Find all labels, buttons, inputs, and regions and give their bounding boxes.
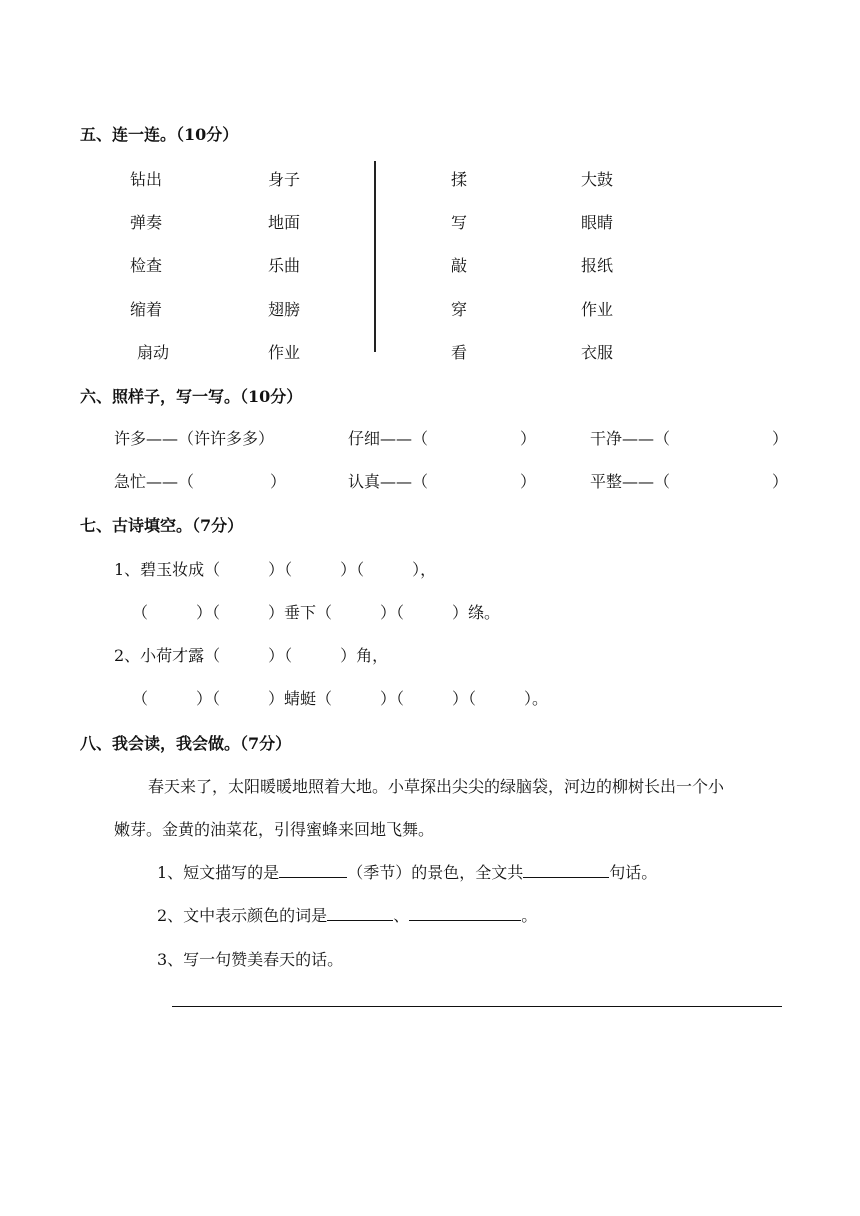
right-word-b-3: 报纸 (581, 256, 614, 275)
example-row1-col2: 仔细——（ (348, 429, 429, 448)
right-word-b-2: 眼睛 (581, 213, 614, 232)
question-2: 2、文中表示颜色的词是 、 。 (157, 906, 538, 925)
right-word-a-2: 写 (451, 213, 468, 232)
section-7-title: 七、古诗填空。（7分） (80, 516, 244, 535)
question-3: 3、写一句赞美春天的话。 (157, 950, 344, 969)
poem-line-3: 2、小荷才露（ ）（ ）角， (114, 646, 389, 665)
close-paren: ） (520, 472, 537, 491)
close-paren: ） (520, 429, 537, 448)
left-word-b-4: 翅膀 (268, 300, 301, 319)
right-word-b-1: 大鼓 (581, 170, 614, 189)
section-8-title: 八、我会读，我会做。（7分） (80, 734, 292, 753)
right-word-a-3: 敲 (451, 256, 468, 275)
poem-line-2: （ ）（ ）垂下（ ）（ ）绦。 (132, 603, 501, 622)
answer-blank-sentence-count[interactable] (523, 863, 609, 878)
example-row2-col2: 认真——（ (348, 472, 429, 491)
section-5-title: 五、连一连。（10分） (80, 125, 239, 144)
example-row1-col1: 许多——（许许多多） (114, 429, 275, 448)
section-6-title: 六、照样子，写一写。（10分） (80, 387, 303, 406)
left-word-a-1: 钻出 (130, 170, 163, 189)
example-row2-col1: 急忙——（ (114, 472, 195, 491)
left-word-a-5: 扇动 (137, 343, 170, 362)
example-row1-col3: 干净——（ (590, 429, 671, 448)
answer-blank-season[interactable] (279, 863, 347, 878)
poem-line-1: 1、碧玉妆成（ ）（ ）（ ）， (114, 560, 437, 579)
left-word-b-1: 身子 (268, 170, 301, 189)
left-word-b-3: 乐曲 (268, 256, 301, 275)
passage-line-1: 春天来了，太阳暖暖地照着大地。小草探出尖尖的绿脑袋，河边的柳树长出一个小 (148, 777, 725, 796)
left-word-a-4: 缩着 (130, 300, 163, 319)
question-1: 1、短文描写的是 （季节）的景色，全文共 句话。 (157, 863, 658, 882)
close-paren: ） (270, 472, 287, 491)
close-paren: ） (772, 429, 789, 448)
close-paren: ） (772, 472, 789, 491)
right-word-b-4: 作业 (581, 300, 614, 319)
left-word-a-3: 检查 (130, 256, 163, 275)
answer-blank-color-2[interactable] (409, 906, 521, 921)
poem-line-4: （ ）（ ）蜻蜓（ ）（ ）（ ）。 (132, 689, 549, 708)
right-word-a-5: 看 (451, 343, 468, 362)
example-row2-col3: 平整——（ (590, 472, 671, 491)
column-divider (374, 161, 376, 352)
answer-blank-color-1[interactable] (327, 906, 393, 921)
answer-writing-line[interactable] (172, 1006, 782, 1007)
right-word-a-1: 揉 (451, 170, 468, 189)
passage-line-2: 嫩芽。金黄的油菜花，引得蜜蜂来回地飞舞。 (114, 820, 435, 839)
left-word-a-2: 弹奏 (130, 213, 163, 232)
left-word-b-5: 作业 (268, 343, 301, 362)
right-word-b-5: 衣服 (581, 343, 614, 362)
left-word-b-2: 地面 (268, 213, 301, 232)
right-word-a-4: 穿 (451, 300, 468, 319)
